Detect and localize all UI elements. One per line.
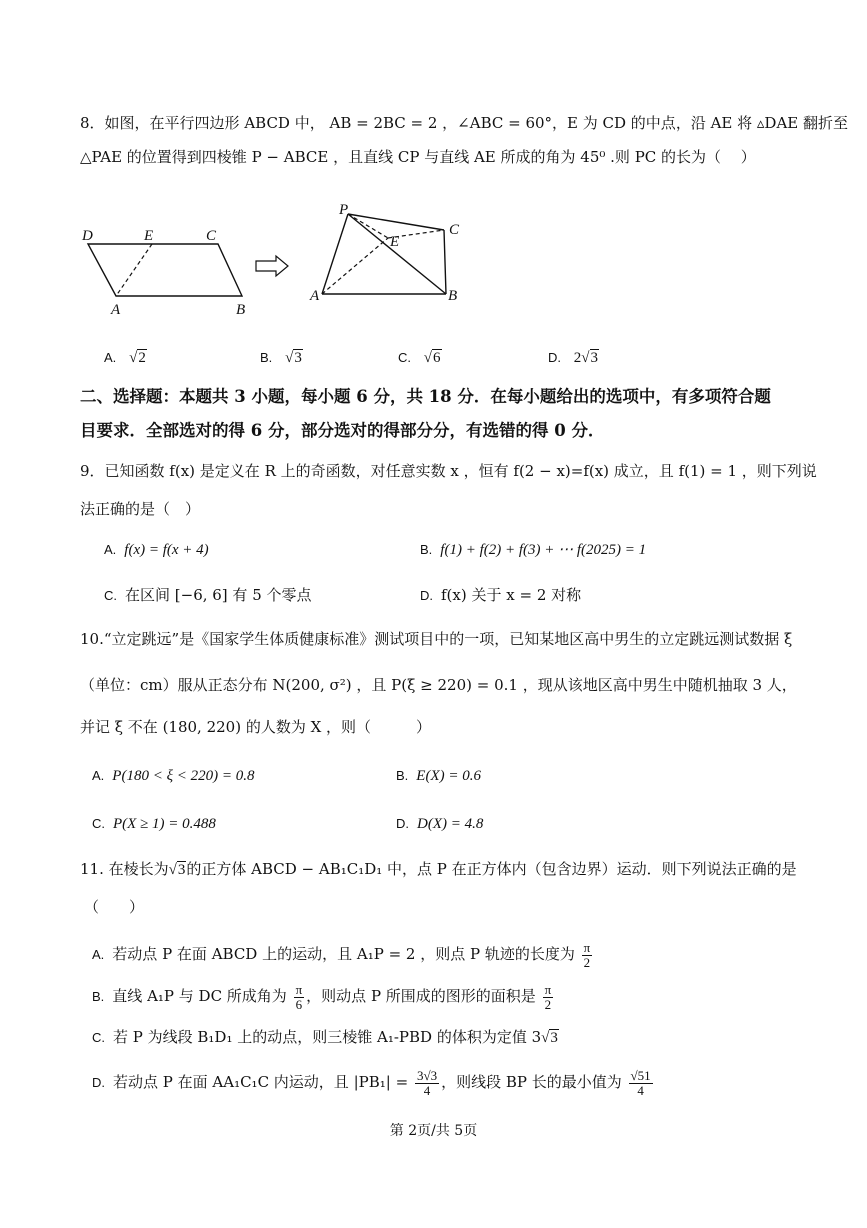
option-label: D. [548, 350, 561, 365]
fig-label-E2: E [390, 234, 400, 250]
sqrt-expression: √6 [423, 350, 441, 366]
page-footer: 第 2页/共 5页 [389, 1123, 478, 1139]
q11-option-b[interactable] [92, 978, 555, 1015]
sqrt-expression: √3 [581, 350, 599, 366]
option-text-2: ，则线段 BP 长的最小值为 [441, 1073, 622, 1091]
option-text: D(X) = 4.8 [417, 816, 484, 832]
option-text: f(1) + f(2) + f(3) + ⋯ f(2025) = 1 [440, 542, 647, 558]
q10-option-c[interactable] [92, 812, 216, 835]
q11-option-c[interactable] [92, 1026, 559, 1049]
q8-figure [78, 198, 498, 328]
q11-option-d[interactable] [92, 1064, 655, 1101]
q9-option-d[interactable] [420, 584, 581, 607]
q8-option-a[interactable] [104, 346, 147, 369]
fig-label-B: B [236, 302, 246, 318]
sqrt-expression: √3 [541, 1030, 558, 1046]
q9-line1: 9．已知函数 f(x) 是定义在 R 上的奇函数，对任意实数 x ，恒有 f(2 − x)=f(x) 成立，且 f(1) = 1 ，则下列说 [80, 462, 817, 480]
fig-label-P: P [339, 202, 349, 218]
arrow-icon [256, 256, 288, 276]
option-text-2: ，则动点 P 所围成的图形的面积是 [306, 987, 536, 1005]
fraction: $\frac{√51}{4}$ [630, 1067, 651, 1098]
option-label: C. [398, 350, 411, 365]
q10-option-a[interactable] [92, 764, 255, 787]
q11-option-a[interactable] [92, 936, 594, 973]
option-label: D. [92, 1075, 105, 1090]
option-text: P(180 < ξ < 220) = 0.8 [112, 768, 255, 784]
q9-option-a[interactable] [104, 538, 209, 561]
q9-option-b[interactable] [420, 538, 646, 561]
option-label: B. [420, 542, 433, 557]
option-label: C. [92, 1030, 105, 1045]
option-label: A. [92, 768, 105, 783]
option-text: 直线 A₁P 与 DC 所成角为 [112, 987, 287, 1005]
section2-heading-line2: 目要求．全部选对的得 6 分，部分选对的得部分分，有选错的得 0 分． [80, 421, 605, 440]
option-text: 在区间 [−6, 6] 有 5 个零点 [125, 586, 312, 604]
q11-line2: （ ） [84, 898, 145, 916]
fig-label-A2: A [310, 288, 320, 304]
option-label: B. [396, 768, 409, 783]
fraction: $\frac{\pi}{6}$ [295, 981, 303, 1012]
q10-option-d[interactable] [396, 812, 483, 835]
fig-label-D: D [82, 228, 93, 244]
q9-line2: 法正确的是（ ） [80, 500, 201, 518]
option-label: A. [92, 947, 105, 962]
sqrt-expression: √3 [168, 862, 186, 878]
q8-option-c[interactable] [398, 346, 442, 369]
q10-line2: （单位：cm）服从正态分布 N(200, σ²) ，且 P(ξ ≥ 220) = 0.1 ，现从该地区高中男生中随机抽取 3 人， [80, 676, 797, 694]
q8-line2: △PAE 的位置得到四棱锥 P − ABCE ，且直线 CP 与直线 AE 所成的角为 45⁰ .则 PC 的长为（ ） [80, 148, 756, 166]
fraction: $\frac{3√3}{4}$ [416, 1067, 438, 1098]
option-label: C. [92, 816, 105, 831]
fig-label-E: E [144, 228, 154, 244]
option-label: A. [104, 542, 117, 557]
fraction: $\frac{\pi}{2}$ [583, 939, 591, 970]
option-label: D. [420, 588, 433, 603]
q11-text-b: 的正方体 ABCD − AB₁C₁D₁ 中，点 P 在正方体内（包含边界）运动．则下列说法正确的是 [186, 860, 797, 878]
fig-label-C: C [206, 228, 217, 244]
option-text: f(x) 关于 x = 2 对称 [441, 586, 582, 604]
coefficient: 2 [573, 350, 582, 366]
option-text: P(X ≥ 1) = 0.488 [113, 816, 216, 832]
option-text: E(X) = 0.6 [416, 768, 481, 784]
pyramid-figure [309, 202, 460, 304]
sqrt-expression: √3 [285, 350, 302, 366]
q10-line1: 10.“立定跳远”是《国家学生体质健康标准》测试项目中的一项，已知某地区高中男生的立定跳远测试数据 ξ [80, 630, 793, 648]
option-text: 若动点 P 在面 AA₁C₁C 内运动，且 |PB₁| = [113, 1073, 409, 1091]
option-text: 若 P 为线段 B₁D₁ 上的动点，则三棱锥 A₁-PBD 的体积为定值 3 [113, 1028, 542, 1046]
fraction: $\frac{\pi}{2}$ [544, 981, 552, 1012]
sqrt-expression: √2 [129, 350, 146, 366]
fig-label-C2: C [449, 222, 460, 238]
q11-text-a: 11. 在棱长为 [80, 860, 169, 878]
parallelogram-figure [81, 228, 245, 318]
fig-label-B2: B [448, 288, 458, 304]
option-label: B. [260, 350, 273, 365]
option-text: 若动点 P 在面 ABCD 上的运动，且 A₁P = 2 ，则点 P 轨迹的长度为 [112, 945, 575, 963]
option-label: A. [104, 350, 117, 365]
option-label: B. [92, 989, 105, 1004]
q9-option-c[interactable] [104, 584, 312, 607]
option-text: f(x) = f(x + 4) [124, 542, 209, 558]
q8-option-d[interactable] [548, 346, 599, 369]
option-label: D. [396, 816, 409, 831]
option-label: C. [104, 588, 117, 603]
q8-line1: 8．如图，在平行四边形 ABCD 中， AB = 2BC = 2 ，∠ABC = 60°，E 为 CD 的中点，沿 AE 将 ▵DAE 翻折至 [80, 114, 849, 132]
section2-heading-line1: 二、选择题：本题共 3 小题，每小题 6 分，共 18 分．在每小题给出的选项中，有多项符合题 [80, 387, 771, 406]
q11-line1 [80, 858, 797, 881]
q10-option-b[interactable] [396, 764, 481, 787]
q8-option-b[interactable] [260, 346, 303, 369]
q10-line3: 并记 ξ 不在 (180, 220) 的人数为 X ，则（ ） [80, 718, 432, 736]
fig-label-A: A [111, 302, 121, 318]
